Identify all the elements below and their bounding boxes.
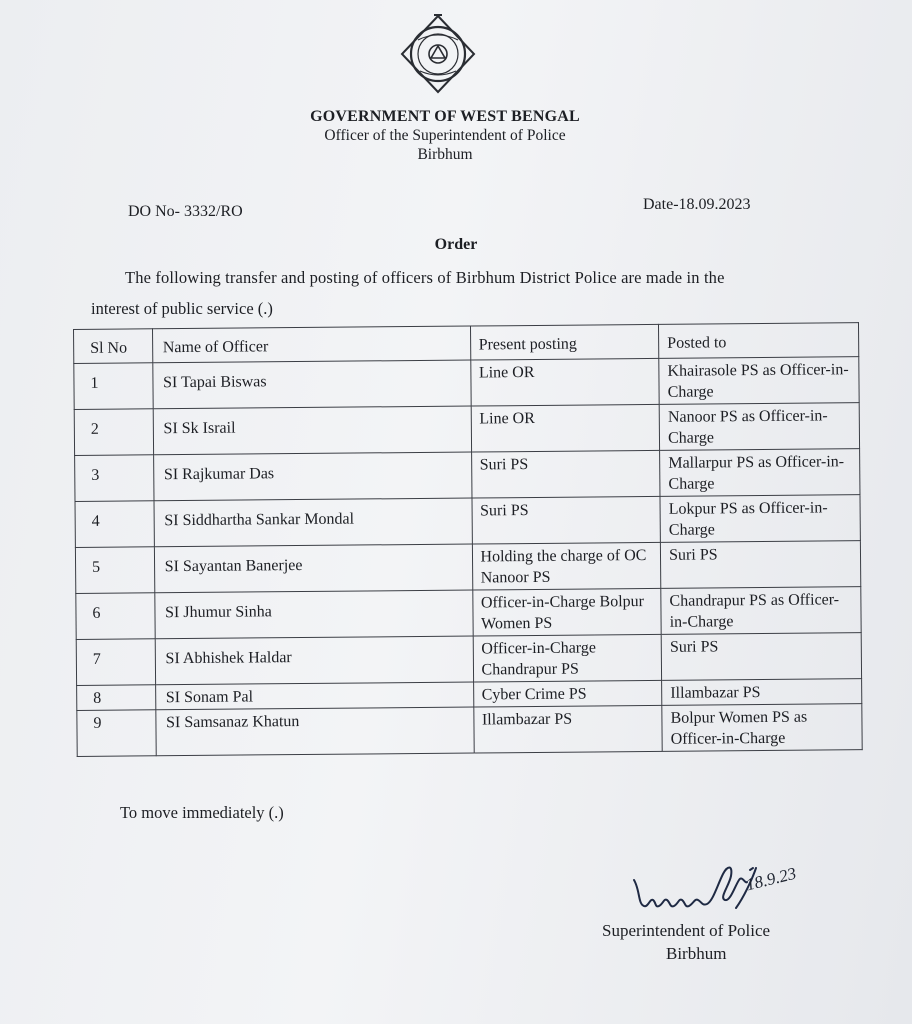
row-officer-name: SI Siddhartha Sankar Mondal <box>154 498 472 547</box>
signatory-district: Birbhum <box>666 944 727 963</box>
row-sl-no: 7 <box>76 639 155 686</box>
row-sl-no: 4 <box>75 501 154 548</box>
intro-text-line-1: The following transfer and posting of officers of Birbhum District Police are made in the <box>125 268 725 287</box>
row-posted-to: Suri PS <box>661 633 861 681</box>
header-posted-to: Posted to <box>659 323 859 359</box>
row-officer-name: SI Rajkumar Das <box>153 452 471 501</box>
table-row <box>74 403 859 456</box>
table-row <box>76 587 861 640</box>
header-present-posting: Present posting <box>470 324 659 360</box>
row-posted-to: Bolpur Women PS as Officer-in-Charge <box>662 704 862 752</box>
row-sl-no: 6 <box>76 593 155 640</box>
row-present-posting: Officer-in-Charge Bolpur Women PS <box>472 588 661 636</box>
table-row <box>77 704 862 757</box>
intro-text-line-2: interest of public service (.) <box>91 299 273 318</box>
row-sl-no: 9 <box>77 710 156 757</box>
government-heading: GOVERNMENT OF WEST BENGAL <box>310 108 580 125</box>
table-row <box>75 449 860 502</box>
signatory-title: Superintendent of Police <box>602 921 771 940</box>
row-sl-no: 1 <box>74 363 153 410</box>
row-posted-to: Lokpur PS as Officer-in-Charge <box>660 495 860 543</box>
row-officer-name: SI Abhishek Haldar <box>155 636 473 685</box>
row-sl-no: 8 <box>77 685 156 711</box>
transfer-table <box>73 322 863 757</box>
row-present-posting: Officer-in-Charge Chandrapur PS <box>473 634 662 682</box>
row-present-posting: Suri PS <box>472 496 661 544</box>
row-officer-name: SI Tapai Biswas <box>152 360 470 409</box>
district-heading: Birbhum <box>417 146 473 163</box>
table-row <box>75 495 860 548</box>
table-row <box>75 541 860 594</box>
west-bengal-emblem-icon <box>396 14 480 98</box>
table-row <box>76 633 861 686</box>
header-sl-no: Sl No <box>74 329 153 364</box>
row-present-posting: Line OR <box>471 404 660 452</box>
row-posted-to: Illambazar PS <box>662 679 862 706</box>
row-officer-name: SI Sayantan Banerjee <box>154 544 472 593</box>
row-present-posting: Line OR <box>470 358 659 406</box>
row-present-posting: Cyber Crime PS <box>473 680 662 707</box>
order-title: Order <box>434 236 478 253</box>
table-row <box>74 357 859 410</box>
order-date: Date-18.09.2023 <box>643 196 751 213</box>
row-posted-to: Mallarpur PS as Officer-in-Charge <box>660 449 860 497</box>
row-present-posting: Suri PS <box>471 450 660 498</box>
row-posted-to: Chandrapur PS as Officer-in-Charge <box>661 587 861 635</box>
header-officer-name: Name of Officer <box>152 326 470 363</box>
move-instruction: To move immediately (.) <box>120 803 284 822</box>
office-heading: Officer of the Superintendent of Police <box>324 127 566 144</box>
row-posted-to: Nanoor PS as Officer-in-Charge <box>659 403 859 451</box>
signature-date: 18.9.23 <box>744 863 799 895</box>
do-number: DO No- 3332/RO <box>128 203 243 220</box>
row-sl-no: 5 <box>75 547 154 594</box>
row-present-posting: Illambazar PS <box>473 705 662 753</box>
row-officer-name: SI Sonam Pal <box>155 682 473 710</box>
row-officer-name: SI Jhumur Sinha <box>154 590 472 639</box>
row-present-posting: Holding the charge of OC Nanoor PS <box>472 542 661 590</box>
row-sl-no: 2 <box>74 409 153 456</box>
row-posted-to: Khairasole PS as Officer-in-Charge <box>659 357 859 405</box>
row-officer-name: SI Sk Israil <box>153 406 471 455</box>
row-posted-to: Suri PS <box>660 541 860 589</box>
row-officer-name: SI Samsanaz Khatun <box>155 707 473 756</box>
row-sl-no: 3 <box>75 455 154 502</box>
